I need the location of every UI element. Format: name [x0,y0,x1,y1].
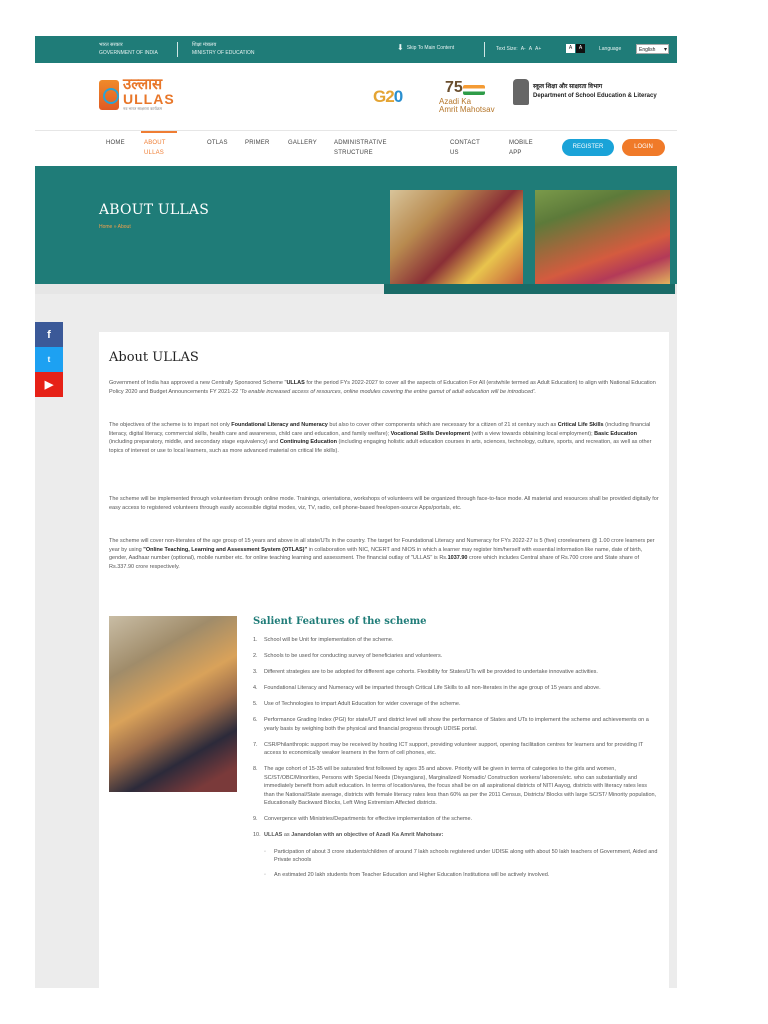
arrow-down-icon: ⬇ [397,43,404,52]
skip-to-content-link[interactable] [397,43,454,52]
hero-photo-class [535,190,670,284]
p1-text: for the period FYs 2022-2027 to cover all the aspects of Education For All (erstwhile termed as Adult Education) to align with National Education Policy 2020 and Budget Announcements FY 2021-22 [109,380,656,395]
about-paragraph-3: The scheme will be implemented through volunteerism through online mode. Trainings, orientations, workshops of volunteers will be organized through face-to-face mode. All material and resources shall be provided digitally for easy access to registered volunteers through easily accessible digital modes, viz, TV, radio, cell phone-based free/open-source Apps/portals, etc. [109,496,659,511]
dept-english: Department of School Education & Literacy [533,93,657,99]
list-item [253,741,659,758]
p2-text: (including financial literacy, digital literacy, commercial skills, health care and awareness, child care and education, and family welfare); [109,422,651,437]
g20-logo [373,87,402,107]
feature-bold: Janandolan with an objective of Azadi Ka Amrit Mahotsav: [291,832,444,838]
sub-text: Participation of about 3 crore students/children of around 7 lakh schools registered under UDISE along with about 50 lakh teachers of Government, Aided and Private schools [274,848,658,863]
feature-text: CSR/Philanthropic support may be received by hosting ICT support, providing volunteer support, opening facilitation centres for learners and for providing IT access to economically weaker learners in the form of cell phones, etc. [264,741,644,756]
text-size-label: Text Size: [496,46,518,52]
p2-bold: Continuing Education [279,439,337,445]
list-number: 6. [253,717,258,723]
dept-hindi: स्कूल शिक्षा और साक्षरता विभाग [533,84,603,90]
p2-bold: Critical Life Skills [557,422,604,428]
main-nav [35,131,677,165]
nav-about-line2: ULLAS [144,150,165,156]
divider [177,42,178,57]
list-item [253,815,659,824]
feature-text: Use of Technologies to impart Adult Education for wider coverage of the scheme. [264,701,461,707]
feature-text: Schools to be used for conducting survey of beneficiaries and volunteers. [264,653,443,659]
about-paragraph-2 [109,421,659,455]
breadcrumb-current: About [117,224,131,230]
top-bar [35,36,677,63]
list-number: 9. [253,816,258,822]
p2-text: (including engaging holistic adult education courses in arts, sciences, technology, culture, sports, and recreation, as well as other topics of interest or use to local learners, such as more advanced material on critical life skills). [109,439,652,454]
p2-bold: Basic Education [594,430,637,437]
about-heading: About ULLAS [109,350,199,365]
nav-primer[interactable]: PRIMER [245,140,270,146]
nav-mobile-app[interactable] [509,138,533,158]
sub-list [264,848,659,880]
p4-text: in collaboration with NIC, NCERT and NIOS in which a learner may register him/herself with essential information like name, date of birth, gender, Aadhaar number (optional), mobile number etc. for online teaching learning and assessment. The financial outlay of "ULLAS" is Rs. [109,546,643,561]
feature-text: as [282,832,292,838]
login-button[interactable]: LOGIN [622,139,665,156]
ullas-logo[interactable] [99,77,175,112]
features-photo [109,616,237,792]
bullet-icon: ◦ [264,871,266,878]
language-select[interactable] [636,44,669,54]
list-item [253,652,659,661]
p1-bold: ULLAS [286,380,305,386]
about-paragraph-1 [109,379,659,396]
azadi-words: Azadi Ka Amrit Mahotsav [439,97,495,114]
divider [484,42,485,57]
p2-text: The objectives of the scheme is to impart not only [109,422,232,428]
nav-home[interactable]: HOME [106,140,125,146]
p2-bold: Vocational Skills Development [390,430,471,437]
logo-icon [99,80,119,110]
ministry-label[interactable] [192,41,255,57]
list-item [253,716,659,733]
p4-bold: "Online Teaching, Learning and Assessment System (OTLAS)" [143,546,308,553]
feature-text: The age cohort of 15-35 will be saturated first followed by ages 35 and above. Priority will be given in terms of categories to the girls and women, SC/ST/OBC/Minorities, Persons with Special Needs (Divyangjans), Marginalized/ Nomadic/ Construction workers/ laborers/etc. who can substantially and immediately benefit from adult education. In terms of location/area, the focus shall be on all aspirational districts of NITI Aayog, districts with literacy rates less than the National/State average, districts with female literacy rates less than 60% as per the 2011 Census, Districts/ Blocks with large SC/ST/ Minority population, Educationally Backward Blocks, Left Wing Extremism Affected districts. [264,766,657,806]
feature-text: Different strategies are to be adopted for different age cohorts. Flexibility for States/UTs will be provided to undertake innovative activities. [264,669,598,675]
list-number: 7. [253,741,258,748]
list-item [253,831,659,879]
nav-contact-line1: CONTACT [450,140,480,146]
list-number: 2. [253,653,258,659]
site-header [35,63,677,131]
nav-contact-line2: US [450,150,459,156]
skip-label: Skip To Main Content [406,44,455,51]
hero-photo-learners [390,190,523,284]
p1-italic: 'To enable increased access of resources, online modules covering the entire gamut of adult education will be introduced' [239,388,535,395]
list-number: 10. [253,832,261,838]
breadcrumb [99,224,131,230]
language-label: Language [599,46,622,52]
list-item [253,765,659,808]
nav-admin-line2: STRUCTURE [334,150,373,156]
nav-administrative-structure[interactable] [334,138,387,158]
list-item [253,636,659,645]
text-size-increase[interactable]: A+ [535,46,542,52]
list-number: 4. [253,685,258,691]
feature-bold: ULLAS [264,832,283,838]
youtube-icon[interactable]: ▶ [35,372,63,397]
list-item [253,700,659,709]
nav-about-ullas[interactable] [144,138,166,158]
flag-icon [463,85,485,95]
list-number: 3. [253,669,258,675]
nav-gallery[interactable]: GALLERY [288,140,317,146]
national-emblem-icon [513,79,529,105]
chevron-down-icon: ▾ [663,47,667,53]
government-label[interactable] [99,41,158,57]
min-hindi: शिक्षा मंत्रालय [192,42,217,48]
nav-mobile-line2: APP [509,150,522,156]
feature-text: Performance Grading Index (PGI) for state/UT and district level will show the performance of States and UTs to implement the scheme and achievements on a yearly basis by weighing both the physical and financial progress through UDISE portal. [264,717,649,732]
min-eng: MINISTRY OF EDUCATION [192,50,255,56]
features-heading: Salient Features of the scheme [253,616,427,627]
hero-strip-accent [384,284,675,294]
register-button[interactable]: REGISTER [562,139,614,156]
list-item [253,668,659,677]
list-number: 1. [253,637,258,643]
list-item [253,684,659,693]
sub-list-item [264,848,659,865]
list-number: 8. [253,766,258,772]
nav-about-line1: ABOUT [144,140,166,146]
p4-text: crore which includes Central share of Rs.700 crore and State share of Rs.337.90 crore respectively. [109,555,639,570]
gov-eng: GOVERNMENT OF INDIA [99,50,158,56]
feature-text: Foundational Literacy and Numeracy will be imparted through Critical Life Skills to all non-literates in the age group of 15 years and above. [264,685,601,691]
breadcrumb-home[interactable]: Home [99,224,113,230]
p2-text: but also to cover other components which are necessary for a citizen of 21 st century such as [327,422,558,428]
p1-text: . [534,388,536,395]
facebook-icon[interactable]: f [35,322,63,347]
logo-english: ULLAS [123,91,175,107]
p4-text: The scheme will cover non-literates of the age group of 15 years and above in all state/UTs in the country. The target for Foundational Literacy and Numeracy for FYs 2022-27 is 5 (five) crorelearners @ 1.00 crore learners per year by using [109,538,655,553]
azadi-75: 75 [445,79,463,96]
logo-text [123,77,175,112]
logo-hindi: उल्लास [123,75,163,93]
sub-text: An estimated 20 lakh students from Teacher Education and Higher Education Institutions will be actively involved. [274,871,550,878]
feature-text: School will be Unit for implementation of the scheme. [264,637,394,643]
list-number: 5. [253,701,258,707]
logo-tagline: नव भारत साक्षरता कार्यक्रम [123,106,162,111]
text-size-normal[interactable]: A [528,46,533,52]
p2-text: (with a view towards obtaining local employment); [470,430,595,437]
department-text [533,83,657,101]
twitter-icon[interactable]: t [35,347,63,372]
contrast-light-button[interactable]: A [566,44,575,53]
page-hero [35,166,677,284]
page-title: ABOUT ULLAS [99,202,210,218]
p4-bold: 1037.90 [447,555,468,561]
department-logo [513,79,657,105]
feature-text: Convergence with Ministries/Departments for effective implementation of the scheme. [264,816,473,822]
contrast-controls [566,44,585,53]
breadcrumb-separator: » [113,224,117,230]
contrast-dark-button[interactable]: A [576,44,585,53]
features-list [253,636,659,887]
text-size-decrease[interactable]: A- [520,46,526,52]
gov-hindi: भारत सरकार [99,42,123,48]
language-value: English [639,47,656,53]
g20-text: G2 [373,87,394,106]
p1-text: Government of India has approved a new Centrally Sponsored Scheme " [109,380,287,386]
about-card [99,332,669,988]
text-size-controls [496,46,541,52]
p2-text: (including preparatory, middle, and secondary stage equivalency) and [109,439,280,445]
nav-contact-us[interactable] [450,138,480,158]
bullet-icon: ◦ [264,848,266,855]
g20-globe: 0 [393,87,403,106]
azadi-ka-amrit-mahotsav-logo [439,79,503,117]
nav-mobile-line1: MOBILE [509,140,533,146]
about-paragraph-4 [109,537,659,571]
nav-otlas[interactable]: OTLAS [207,140,228,146]
nav-admin-line1: ADMINISTRATIVE [334,140,387,146]
sub-list-item [264,871,659,880]
p2-bold: Foundational Literacy and Numeracy [231,422,328,428]
